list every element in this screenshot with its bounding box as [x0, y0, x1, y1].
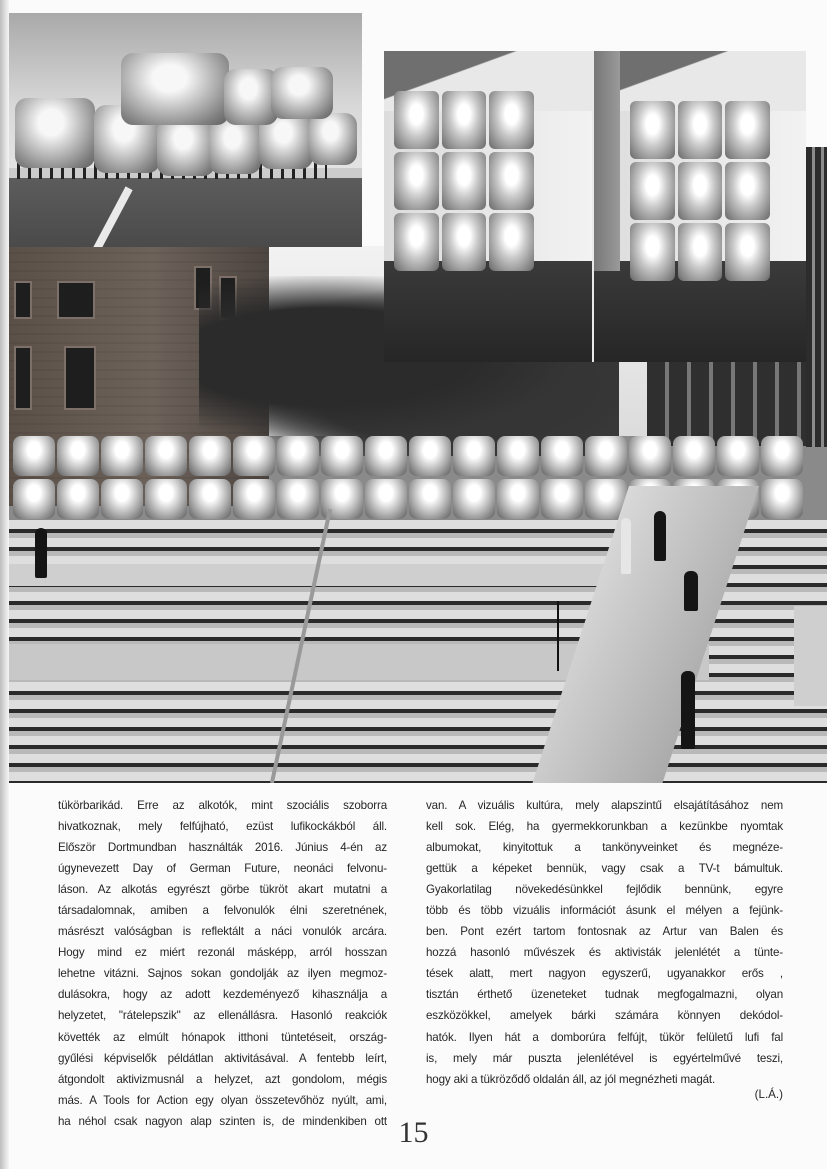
- photo-balloon: [271, 67, 333, 119]
- photo-balloon: [145, 479, 187, 519]
- photo-balloon: [277, 436, 319, 476]
- article-line: ben. Pont ezért tartom fontosnak az Artur van Balen és: [426, 925, 783, 939]
- photo-balloon: [497, 436, 539, 476]
- article-line: követték az elmúlt hónapok itthoni tüntetéseit, ország-: [58, 1030, 387, 1044]
- photo-balloon: [585, 436, 627, 476]
- photo-right-building: [647, 356, 827, 446]
- photo-balloon: [409, 436, 451, 476]
- article-line: hozzá hasonló művészek és aktivisták jelenlétét a tünte-: [426, 946, 783, 960]
- photo-balloon: [394, 152, 439, 210]
- photo-person: [684, 571, 698, 611]
- photo-window: [64, 346, 96, 410]
- photo-balloon: [394, 213, 439, 271]
- article-line: másrészt valóságban is reflektált a náci vonulók arcára.: [58, 925, 387, 939]
- article-line: ha néhol csak nagyon alap szinten is, de mindenkiben ott: [58, 1114, 387, 1128]
- photo-balloon: [541, 436, 583, 476]
- photo-edge-strip: [806, 147, 827, 447]
- photo-person: [621, 518, 631, 574]
- photo-balloon: [442, 152, 487, 210]
- article-line: albumokat, kinyitottuk a tankönyveinket és megnéze-: [426, 841, 783, 855]
- photo-balloon: [453, 436, 495, 476]
- photo-balloon: [630, 101, 675, 159]
- photo-balloon: [489, 91, 534, 149]
- photo-balloon: [725, 223, 770, 281]
- page-gutter-shadow: [0, 0, 9, 1169]
- photo-person: [654, 511, 666, 561]
- photo-balloon: [321, 436, 363, 476]
- photo-balloon: [678, 223, 723, 281]
- photo-gallery-pillar: [594, 51, 620, 271]
- article-line: más. A Tools for Action egy olyan összetevőhöz nyúlt, ami,: [58, 1093, 387, 1107]
- photo-balloon-grid: [630, 101, 770, 281]
- photo-balloon: [145, 436, 187, 476]
- photo-balloon: [57, 436, 99, 476]
- article-line: tések alatt, mert nagyon egyszerű, ugyanakkor erős ,: [426, 967, 783, 981]
- article-line: hivatkoznak, mely felfújható, ezüst lufikockákból áll.: [58, 820, 387, 834]
- photo-balloon: [365, 436, 407, 476]
- photo-balloon: [277, 479, 319, 519]
- photo-balloon: [489, 213, 534, 271]
- photo-balloon: [13, 479, 55, 519]
- article-line: gettük a képeket bennük, vagy csak a TV-t bámultuk.: [426, 862, 783, 876]
- article-line: úgynevezett Day of German Future, neonáci felvonu-: [58, 862, 387, 876]
- photo-balloon: [13, 436, 55, 476]
- photo-balloon: [233, 479, 275, 519]
- article-line: Gyakorlatilag növekedésünkkel fejlődik bennünk, egyre: [426, 883, 783, 897]
- photo-balloon: [442, 91, 487, 149]
- article-line: Hogy mind ez miért rezonál másképp, arról hosszan: [58, 946, 387, 960]
- photo-balloon: [157, 118, 215, 176]
- photo-balloon: [189, 436, 231, 476]
- photo-balloon: [541, 479, 583, 519]
- photo-balloon: [761, 436, 803, 476]
- author-signature: (L.Á.): [754, 1088, 783, 1101]
- photo-tripod: [557, 601, 559, 671]
- photo-balloon: [233, 436, 275, 476]
- photo-balloon: [717, 436, 759, 476]
- photo-balloon: [409, 479, 451, 519]
- article-column-left: [58, 795, 387, 1132]
- photo-balloon: [453, 479, 495, 519]
- photo-gallery-left: [384, 51, 592, 362]
- photo-balloon: [629, 436, 671, 476]
- article-line: dulásokra, hogy az adott kezdeményező kihasználja a: [58, 988, 387, 1002]
- article-line: is, mely már puszta jelenlétével is egyértelművé teszi,: [426, 1051, 783, 1065]
- article-line: van. A vizuális kultúra, mely alapszintű elsajátításához nem: [426, 799, 783, 812]
- article-line: társadalomnak, amiben a felvonulók élni szeretnének,: [58, 904, 387, 918]
- photo-landing: [9, 564, 649, 586]
- article-line: tisztán érthető üzeneteket tudnak megfogalmazni, olyan: [426, 988, 783, 1002]
- article-line: hatók. Ilyen hát a domborúra felfújt, tükör felületű lufi fal: [426, 1030, 783, 1044]
- photo-balloon: [365, 479, 407, 519]
- article-line: tükörbarikád. Erre az alkotók, mint szociális szoborra: [58, 799, 387, 812]
- photo-balloon: [761, 479, 803, 519]
- photo-balloon: [725, 101, 770, 159]
- photo-balloon: [489, 152, 534, 210]
- article-line: láson. Az alkotás egyrészt görbe tükröt akart mutatni a: [58, 883, 387, 897]
- photo-gallery-floor: [384, 261, 592, 362]
- photo-balloon: [673, 436, 715, 476]
- article-line: több és több vizuális információt ásunk el mélyen a fejünk-: [426, 904, 783, 918]
- photo-window: [57, 281, 95, 319]
- article-line: Először Dortmundban használták 2016. Június 4-én az: [58, 841, 387, 855]
- article-line: helyzetet, "rátelepszik" az ellenállásra. Hasonló reakciók: [58, 1009, 387, 1023]
- article-line: átgondolt aktivizmusnál a helyzet, azt gondolom, mégis: [58, 1072, 387, 1086]
- article-line: hogy aki a tükröződő oldalán áll, az jól megnézheti magát.: [426, 1072, 716, 1086]
- photo-balloon: [678, 101, 723, 159]
- article-line: eszközökkel, amelyek bárki számára könnyen dekódol-: [426, 1009, 783, 1023]
- photo-balloon: [725, 162, 770, 220]
- photo-balloon: [442, 213, 487, 271]
- photo-concrete-wall: [794, 606, 827, 706]
- photo-balloon: [497, 479, 539, 519]
- photo-road: [9, 178, 362, 247]
- photo-balloon: [224, 69, 278, 125]
- photo-balloon: [630, 223, 675, 281]
- photo-balloon: [209, 118, 261, 174]
- photo-balloon: [189, 479, 231, 519]
- photo-window: [14, 281, 32, 319]
- photo-balloon: [57, 479, 99, 519]
- photo-balloon-grid: [394, 91, 534, 271]
- photo-gallery-right: [594, 51, 806, 362]
- photo-balloon: [121, 53, 229, 125]
- photo-balloon: [678, 162, 723, 220]
- photo-balloons-on-road: [9, 13, 362, 247]
- article-line: gyűlési képviselők példátlan aktivitásával. A fentebb leírt,: [58, 1051, 387, 1065]
- photo-person: [35, 528, 47, 578]
- photo-person: [681, 671, 695, 749]
- photo-balloon: [101, 436, 143, 476]
- article-line: kell sok. Elég, ha gyermekkorunkban a kezünkbe nyomtak: [426, 820, 783, 834]
- photo-window: [14, 346, 32, 410]
- photo-balloon: [101, 479, 143, 519]
- page-number: 15: [398, 1116, 429, 1149]
- article-column-right: [426, 795, 783, 1090]
- photo-balloon: [15, 98, 95, 168]
- photo-balloon: [630, 162, 675, 220]
- photo-balloon: [309, 113, 357, 165]
- photo-balloon-wall-gallery: [384, 51, 806, 362]
- photo-balloon: [394, 91, 439, 149]
- article-line: lehetne vitázni. Sajnos sokan gondolják az ilyen megmoz-: [58, 967, 387, 981]
